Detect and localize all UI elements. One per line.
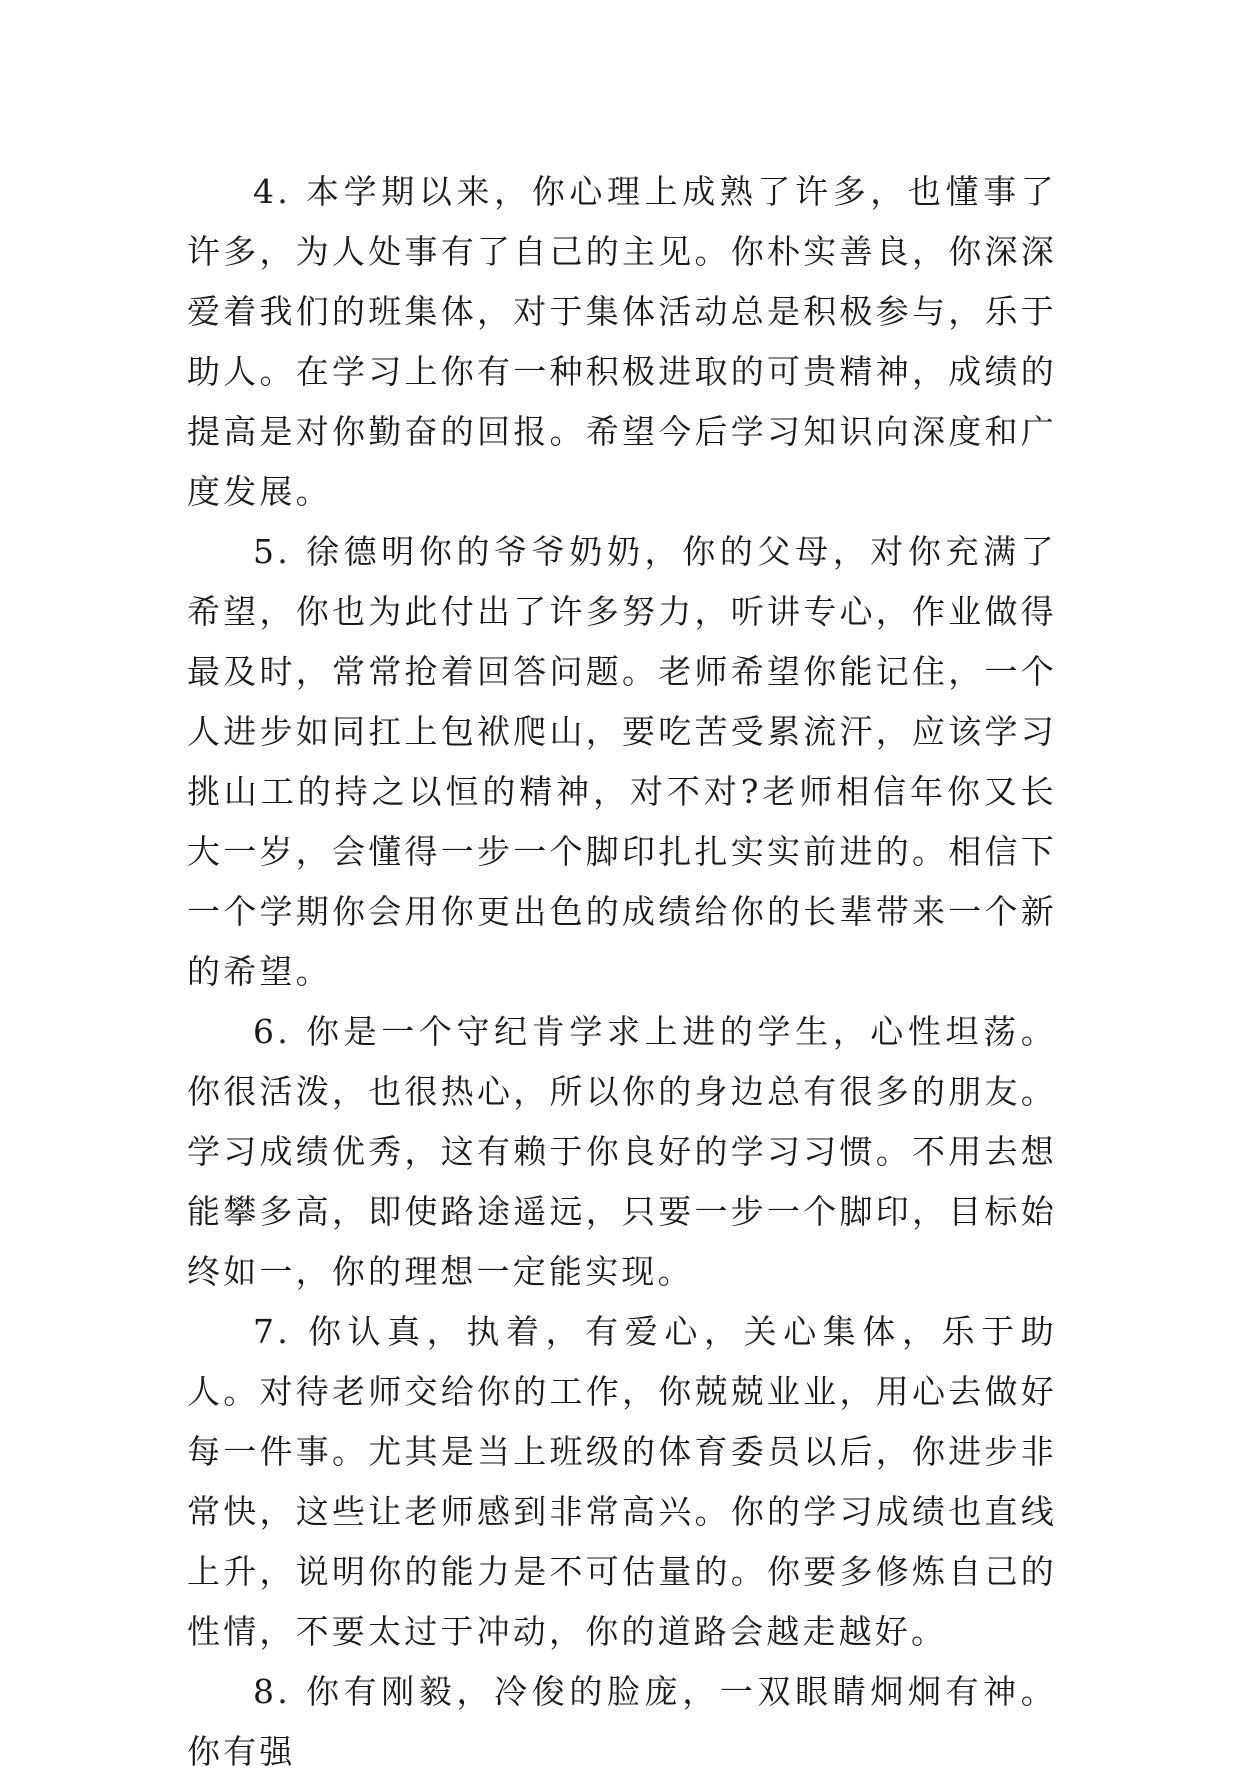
- paragraph-8: 8. 你有刚毅，冷俊的脸庞，一双眼睛炯炯有神。你有强: [187, 1672, 1057, 1771]
- paragraph-7: 7. 你认真，执着，有爱心，关心集体，乐于助人。对待老师交给你的工作，你兢兢业业，用心去做好每一件事。尤其是当上班级的体育委员以后，你进步非常快，这些让老师感到非常高兴。你的学习成绩也直线上升，说明你的能力是不可估量的。你要多修炼自己的性情，不要太过于冲动，你的道路会越走越好。: [187, 1312, 1057, 1651]
- paragraph-6: 6. 你是一个守纪肯学求上进的学生，心性坦荡。你很活泼，也很热心，所以你的身边总有很多的朋友。学习成绩优秀，这有赖于你良好的学习习惯。不用去想能攀多高，即使路途遥远，只要一步一个脚印，目标始终如一，你的理想一定能实现。: [187, 1012, 1057, 1291]
- document-body: [187, 162, 1057, 1782]
- paragraph-5: 5. 徐德明你的爷爷奶奶，你的父母，对你充满了希望，你也为此付出了许多努力，听讲专心，作业做得最及时，常常抢着回答问题。老师希望你能记住，一个人进步如同扛上包袱爬山，要吃苦受累流汗，应该学习挑山工的持之以恒的精神，对不对?老师相信年你又长大一岁，会懂得一步一个脚印扎扎实实前进的。相信下一个学期你会用你更出色的成绩给你的长辈带来一个新的希望。: [187, 532, 1057, 991]
- paragraph-4: 4. 本学期以来，你心理上成熟了许多，也懂事了许多，为人处事有了自己的主见。你朴实善良，你深深爱着我们的班集体，对于集体活动总是积极参与，乐于助人。在学习上你有一种积极进取的可贵精神，成绩的提高是对你勤奋的回报。希望今后学习知识向深度和广度发展。: [187, 172, 1057, 511]
